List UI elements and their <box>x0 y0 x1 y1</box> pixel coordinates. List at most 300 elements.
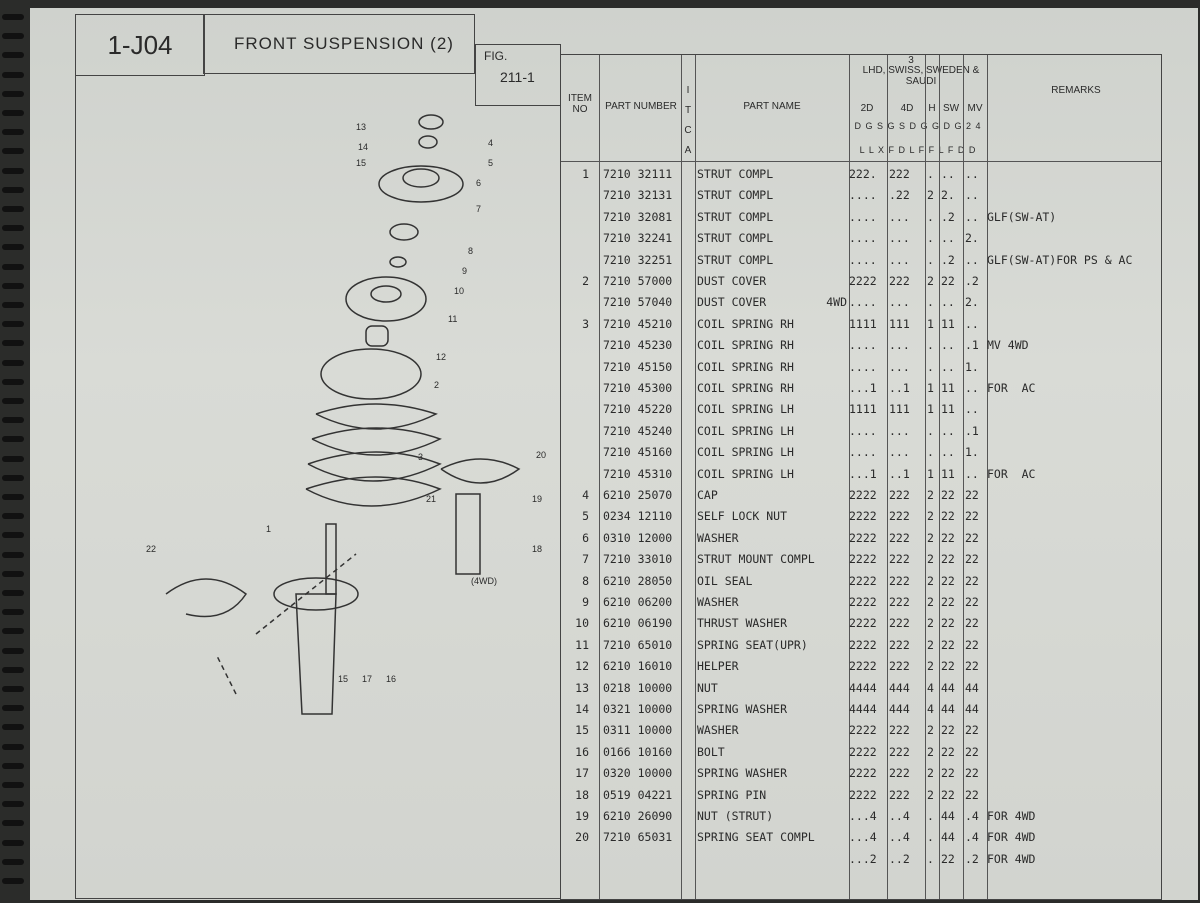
qty-4d: 111 <box>889 316 910 331</box>
spiral-ring <box>2 129 24 135</box>
table-row <box>561 679 1161 700</box>
part-number: 7210 32081 <box>603 209 673 224</box>
strut-4wd <box>456 494 480 574</box>
table-row <box>561 828 1161 849</box>
table-row <box>561 486 1161 507</box>
spiral-ring <box>2 552 24 558</box>
qty-sw: .. <box>941 445 955 460</box>
part-number: 7210 45160 <box>603 445 673 460</box>
qty-h: 2 <box>927 595 934 609</box>
qty-h: 1 <box>927 381 934 395</box>
qty-4d: ... <box>889 209 910 224</box>
part-name: STRUT COMPL <box>697 209 774 224</box>
spiral-ring <box>2 782 24 788</box>
qty-2d: 222. <box>849 167 877 181</box>
qty-sw: .. <box>941 231 955 246</box>
part-number: 0218 10000 <box>603 680 673 695</box>
part-name: SPRING SEAT COMPL <box>697 830 815 845</box>
spiral-ring <box>2 456 24 462</box>
qty-4d: ..4 <box>889 809 910 823</box>
qty-4d: 222 <box>889 595 910 609</box>
part-number: 6210 26090 <box>603 809 673 823</box>
group-mv: MV <box>967 103 983 114</box>
qty-2d: .... <box>849 295 877 310</box>
part-name: COIL SPRING LH <box>697 402 794 417</box>
spiral-ring <box>2 417 24 423</box>
itca-header: I T C A <box>684 85 692 156</box>
item-number: 5 <box>582 509 589 524</box>
remarks: FOR AC <box>987 466 1036 481</box>
qty-h: 2 <box>927 552 934 567</box>
qty-sw: 22 <box>941 616 955 631</box>
item-number: 18 <box>575 787 589 802</box>
qty-4d: ... <box>889 231 910 246</box>
spiral-ring <box>2 801 24 807</box>
remarks: GLF(SW-AT)FOR PS & AC <box>987 252 1133 267</box>
table-row <box>561 807 1161 828</box>
oil-seal-part <box>390 224 418 240</box>
qty-sw: 2. <box>941 188 955 203</box>
page-title: FRONT SUSPENSION (2) <box>203 14 475 74</box>
spiral-ring <box>2 302 24 308</box>
spiral-ring <box>2 859 24 865</box>
nut-part <box>419 136 437 148</box>
part-name: WASHER <box>697 530 739 545</box>
item-number: 13 <box>575 680 589 695</box>
qty-sw: 22 <box>941 509 955 524</box>
qty-mv: .. <box>965 167 979 181</box>
part-name: DUST COVER <box>697 274 767 288</box>
qty-h: 2 <box>927 787 934 802</box>
qty-2d: 2222 <box>849 509 877 524</box>
item-number: 10 <box>575 616 589 631</box>
qty-h: . <box>927 209 934 224</box>
qty-mv: 22 <box>965 509 979 524</box>
table-row <box>561 850 1161 871</box>
diagram-callout: 11 <box>448 314 458 324</box>
qty-2d: 2222 <box>849 659 877 674</box>
diagram-callout: 15 <box>338 674 349 684</box>
qty-mv: 2. <box>965 231 979 246</box>
table-row <box>561 572 1161 593</box>
table-row <box>561 186 1161 207</box>
spiral-ring <box>2 398 24 404</box>
spiral-ring <box>2 878 24 884</box>
spiral-ring <box>2 264 24 270</box>
spiral-ring <box>2 52 24 58</box>
part-name: BOLT <box>697 744 725 759</box>
table-row <box>561 529 1161 550</box>
qty-h: 2 <box>927 274 934 288</box>
qty-2d: .... <box>849 252 877 267</box>
part-name: STRUT COMPL <box>697 167 774 181</box>
group-2d: 2D <box>860 103 874 114</box>
strut-mount-part <box>379 166 463 202</box>
item-number: 1 <box>582 167 589 181</box>
diagram-callout: 16 <box>386 674 397 684</box>
qty-2d: .... <box>849 338 877 353</box>
part-number: 0519 04221 <box>603 787 673 802</box>
qty-4d: 222 <box>889 723 910 738</box>
spiral-ring <box>2 225 24 231</box>
qty-mv: 22 <box>965 659 979 674</box>
qty-4d: ..4 <box>889 830 910 845</box>
qty-sw: 22 <box>941 744 955 759</box>
qty-h: 2 <box>927 744 934 759</box>
qty-h: 2 <box>927 509 934 524</box>
qty-h: . <box>927 231 934 246</box>
remarks: MV 4WD <box>987 338 1029 353</box>
table-row <box>561 614 1161 635</box>
qty-2d: ...2 <box>849 851 877 866</box>
qty-4d: 222 <box>889 274 910 288</box>
binding-spiral <box>0 0 30 900</box>
part-name: HELPER <box>697 659 739 674</box>
spiral-ring <box>2 148 24 154</box>
part-name: SPRING WASHER <box>697 702 788 716</box>
sub-codes-header: D G S G S D G G D G 2 4 <box>854 121 982 131</box>
section-code: 1-J04 <box>75 14 205 76</box>
table-row <box>561 422 1161 443</box>
qty-4d: 111 <box>889 402 910 417</box>
diagram-callout: 4 <box>488 138 494 148</box>
qty-2d: .... <box>849 188 877 203</box>
qty-h: . <box>927 830 934 845</box>
spiral-ring <box>2 609 24 615</box>
qty-2d: 2222 <box>849 766 877 781</box>
part-number: 7210 45300 <box>603 381 673 395</box>
qty-h: . <box>927 423 934 438</box>
part-name: COIL SPRING LH <box>697 423 794 438</box>
qty-h: . <box>927 338 934 353</box>
remarks-header: REMARKS <box>1051 85 1101 96</box>
qty-4d: 444 <box>889 702 910 716</box>
spiral-ring <box>2 340 24 346</box>
qty-4d: ... <box>889 445 910 460</box>
item-number: 19 <box>575 809 589 823</box>
figure-label: FIG. <box>484 49 508 63</box>
qty-sw: 22 <box>941 595 955 609</box>
item-number: 3 <box>582 316 589 331</box>
part-number: 7210 65031 <box>603 830 673 845</box>
part-name: CAP <box>697 488 718 502</box>
qty-4d: 222 <box>889 659 910 674</box>
spiral-ring <box>2 283 24 289</box>
exploded-diagram <box>75 74 561 899</box>
spiral-ring <box>2 724 24 730</box>
qty-mv: 22 <box>965 723 979 738</box>
qty-mv: 22 <box>965 552 979 567</box>
item-number: 4 <box>582 488 589 502</box>
part-number: 7210 45220 <box>603 402 673 417</box>
qty-sw: .. <box>941 167 955 181</box>
spiral-ring <box>2 321 24 327</box>
qty-h: . <box>927 445 934 460</box>
remarks: FOR 4WD <box>987 809 1036 823</box>
diagram-callout: 9 <box>462 266 468 276</box>
part-name: THRUST WASHER <box>697 616 788 631</box>
qty-4d: ... <box>889 423 910 438</box>
qty-mv: 1. <box>965 445 979 460</box>
part-name: STRUT COMPL <box>697 231 774 246</box>
part-number: 0311 10000 <box>603 723 673 738</box>
qty-sw: 22 <box>941 573 955 588</box>
table-row <box>561 507 1161 528</box>
model-mark: 4WD <box>826 295 847 310</box>
qty-sw: 22 <box>941 552 955 567</box>
item-number: 14 <box>575 702 589 716</box>
part-name: COIL SPRING RH <box>697 359 794 374</box>
spiral-ring <box>2 628 24 634</box>
qty-2d: .... <box>849 209 877 224</box>
spiral-ring <box>2 763 24 769</box>
qty-h: 2 <box>927 188 934 203</box>
qty-h: 2 <box>927 766 934 781</box>
qty-mv: .4 <box>965 830 979 845</box>
qty-h: 2 <box>927 530 934 545</box>
qty-h: . <box>927 809 934 823</box>
qty-sw: .2 <box>941 209 955 224</box>
qty-2d: 2222 <box>849 530 877 545</box>
qty-2d: ...4 <box>849 809 877 823</box>
diagram-callout: 15 <box>356 158 367 168</box>
part-number: 0310 12000 <box>603 530 673 545</box>
diagram-callout: 10 <box>454 286 465 296</box>
qty-2d: 2222 <box>849 552 877 567</box>
qty-2d: 2222 <box>849 744 877 759</box>
qty-h: 1 <box>927 402 934 417</box>
qty-h: 2 <box>927 637 934 652</box>
table-row <box>561 550 1161 571</box>
part-number: 7210 32131 <box>603 188 673 203</box>
item-number: 11 <box>575 637 589 652</box>
qty-mv: .. <box>965 402 979 417</box>
cap-part <box>419 115 443 129</box>
qty-4d: 222 <box>889 167 910 181</box>
page-number: 3 <box>908 55 914 66</box>
part-number: 7210 45230 <box>603 338 673 353</box>
part-number: 6210 06200 <box>603 595 673 609</box>
qty-mv: .2 <box>965 851 979 866</box>
part-name: NUT <box>697 680 718 695</box>
spiral-ring <box>2 187 24 193</box>
spiral-ring <box>2 14 24 20</box>
knuckle-part <box>166 579 246 617</box>
part-number: 7210 32251 <box>603 252 673 267</box>
qty-2d: ...1 <box>849 466 877 481</box>
group-h: H <box>928 103 936 114</box>
qty-2d: 2222 <box>849 488 877 502</box>
diagram-callout: 14 <box>358 142 369 152</box>
part-number: 7210 32241 <box>603 231 673 246</box>
table-row <box>561 336 1161 357</box>
qty-mv: 22 <box>965 766 979 781</box>
diagram-callout: 7 <box>476 204 482 214</box>
qty-2d: 2222 <box>849 573 877 588</box>
qty-sw: .. <box>941 359 955 374</box>
remarks: GLF(SW-AT) <box>987 209 1057 224</box>
qty-sw: 44 <box>941 809 955 823</box>
qty-mv: 22 <box>965 616 979 631</box>
spring-seat-4wd <box>441 459 519 483</box>
qty-sw: 22 <box>941 851 955 866</box>
diagram-callout: 8 <box>468 246 474 256</box>
part-number-header: PART NUMBER <box>605 101 677 112</box>
qty-h: 2 <box>927 723 934 738</box>
qty-h: 1 <box>927 466 934 481</box>
item-number: 7 <box>582 552 589 567</box>
qty-mv: .. <box>965 252 979 267</box>
part-name: STRUT COMPL <box>697 252 774 267</box>
region-header: LHD, SWISS, SWEDEN & SAUDI <box>862 65 980 87</box>
part-number: 0321 10000 <box>603 702 673 716</box>
qty-2d: .... <box>849 423 877 438</box>
qty-mv: .. <box>965 209 979 224</box>
sub-codes-header-2: L L X F D L F F L F D D <box>859 145 977 155</box>
qty-4d: ... <box>889 338 910 353</box>
part-name: COIL SPRING LH <box>697 466 794 481</box>
diagram-callout: 13 <box>356 122 367 132</box>
spiral-ring <box>2 379 24 385</box>
part-name: SPRING WASHER <box>697 766 788 781</box>
remarks: FOR 4WD <box>987 851 1036 866</box>
qty-2d: 2222 <box>849 787 877 802</box>
spiral-ring <box>2 840 24 846</box>
spiral-ring <box>2 667 24 673</box>
item-number: 17 <box>575 766 589 781</box>
table-row <box>561 293 1161 314</box>
qty-mv: .1 <box>965 423 979 438</box>
part-name: WASHER <box>697 723 739 738</box>
qty-sw: 22 <box>941 488 955 502</box>
part-number: 7210 45150 <box>603 359 673 374</box>
part-name: COIL SPRING RH <box>697 381 794 395</box>
diagram-callout: 2 <box>434 380 440 390</box>
spiral-ring <box>2 744 24 750</box>
qty-mv: 22 <box>965 488 979 502</box>
dust-cover-part <box>321 349 421 399</box>
parts-table <box>560 54 1162 900</box>
qty-sw: 44 <box>941 680 955 695</box>
diagram-callout: 5 <box>488 158 494 168</box>
table-row <box>561 465 1161 486</box>
part-name: COIL SPRING RH <box>697 316 794 331</box>
part-number: 6210 16010 <box>603 659 673 674</box>
qty-2d: ...1 <box>849 381 877 395</box>
table-row <box>561 700 1161 721</box>
qty-mv: 22 <box>965 573 979 588</box>
qty-mv: .. <box>965 381 979 395</box>
group-sw: SW <box>942 103 960 114</box>
part-number: 7210 45210 <box>603 316 673 331</box>
qty-4d: 222 <box>889 637 910 652</box>
part-number: 0320 10000 <box>603 766 673 781</box>
qty-sw: 22 <box>941 723 955 738</box>
qty-4d: 222 <box>889 616 910 631</box>
table-row <box>561 229 1161 250</box>
qty-sw: .2 <box>941 252 955 267</box>
qty-2d: 4444 <box>849 702 877 716</box>
part-number: 7210 32111 <box>603 167 673 181</box>
spiral-ring <box>2 360 24 366</box>
qty-mv: 44 <box>965 680 979 695</box>
spiral-ring <box>2 513 24 519</box>
part-name-header: PART NAME <box>743 101 801 112</box>
qty-h: . <box>927 252 934 267</box>
item-number: 15 <box>575 723 589 738</box>
qty-h: 4 <box>927 702 934 716</box>
spiral-ring <box>2 206 24 212</box>
qty-sw: 11 <box>941 402 955 417</box>
strut-rod <box>326 524 336 594</box>
qty-4d: 222 <box>889 573 910 588</box>
table-row <box>561 251 1161 272</box>
spiral-ring <box>2 820 24 826</box>
qty-4d: ..1 <box>889 381 910 395</box>
qty-2d: 1111 <box>849 402 877 417</box>
qty-4d: ... <box>889 252 910 267</box>
part-name: NUT (STRUT) <box>697 809 774 823</box>
qty-sw: .. <box>941 338 955 353</box>
table-row <box>561 272 1161 293</box>
qty-4d: 222 <box>889 552 910 567</box>
spiral-ring <box>2 590 24 596</box>
spring-seat-part <box>346 277 426 321</box>
qty-mv: .1 <box>965 338 979 353</box>
qty-mv: 44 <box>965 702 979 716</box>
qty-2d: .... <box>849 445 877 460</box>
qty-sw: 22 <box>941 530 955 545</box>
part-name: DUST COVER <box>697 295 767 310</box>
spiral-ring <box>2 648 24 654</box>
diagram-callout: 22 <box>146 544 157 554</box>
qty-h: 4 <box>927 680 934 695</box>
group-4d: 4D <box>900 103 914 114</box>
qty-sw: 22 <box>941 637 955 652</box>
qty-2d: 2222 <box>849 616 877 631</box>
qty-4d: ..2 <box>889 851 910 866</box>
item-number: 8 <box>582 573 589 588</box>
table-row <box>561 315 1161 336</box>
item-number: 6 <box>582 530 589 545</box>
spiral-ring <box>2 571 24 577</box>
qty-2d: 2222 <box>849 274 877 288</box>
part-number: 7210 45240 <box>603 423 673 438</box>
part-number: 0166 10160 <box>603 744 673 759</box>
qty-h: 2 <box>927 488 934 502</box>
part-number: 7210 65010 <box>603 637 673 652</box>
qty-h: 2 <box>927 573 934 588</box>
item-no-header: ITEM NO <box>568 93 592 115</box>
part-number: 6210 28050 <box>603 573 673 588</box>
qty-2d: 2222 <box>849 723 877 738</box>
qty-sw: 44 <box>941 702 955 716</box>
part-name: WASHER <box>697 595 739 609</box>
item-number: 20 <box>575 830 589 845</box>
diagram-callout: 3 <box>418 452 424 462</box>
part-name: COIL SPRING RH <box>697 338 794 353</box>
item-number: 16 <box>575 744 589 759</box>
table-row <box>561 379 1161 400</box>
qty-mv: .4 <box>965 809 979 823</box>
qty-mv: 22 <box>965 595 979 609</box>
spiral-ring <box>2 168 24 174</box>
catalog-page <box>30 8 1198 900</box>
part-number: 7210 45310 <box>603 466 673 481</box>
qty-4d: ..1 <box>889 466 910 481</box>
qty-sw: .. <box>941 295 955 310</box>
table-row <box>561 443 1161 464</box>
